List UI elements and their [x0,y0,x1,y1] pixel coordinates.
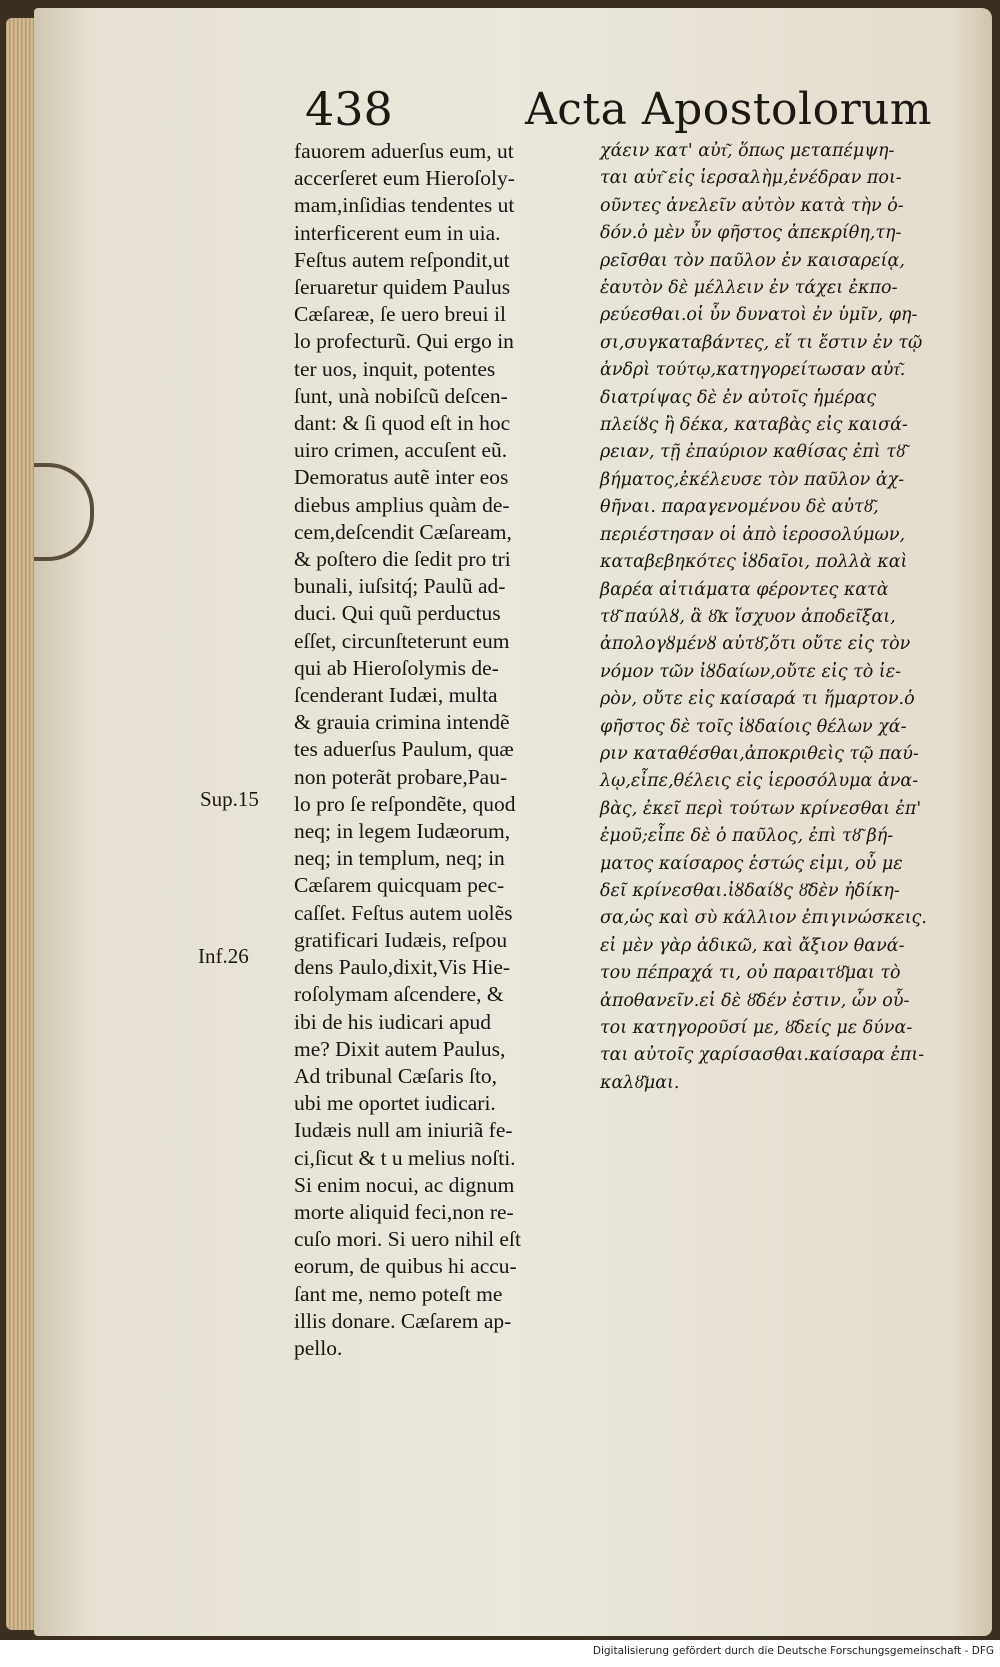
greek-text-line: διατρίψας δὲ ἐν αὐτοῖς ἡμέρας [600,387,877,408]
latin-text-line: illis donare. Cæſarem ap- [294,1308,512,1333]
latin-text-line: ubi me oportet iudicari. [294,1091,496,1116]
greek-text-line: φῆστος δὲ τοῖς ἰȣδαίοις θέλων χά- [600,716,907,737]
latin-text-line: ſunt, unà nobiſcũ deſcen- [294,383,508,408]
greek-text-line: λῳ,εἶπε,θέλεις εἰς ἱεροσόλυμα ἀνα- [600,771,919,792]
greek-text-line: ἐμοῦ;εἶπε δὲ ὁ παῦλος, ἐπὶ τȣ͂ βή- [600,826,894,847]
greek-text-line: ἀποθανεῖν.εἰ δὲ ȣ͂δέν ἐστιν, ὧν οὗ- [600,990,910,1011]
greek-text-line: ἀνδρὶ τούτῳ,κατηγορείτωσαν αὐτ͂. [600,360,906,381]
latin-text-line: ibi de his iudicari apud [294,1009,492,1034]
greek-text-line: εἰ μὲν γὰρ ἀδικῶ, καὶ ἄξιον θανά- [600,935,905,956]
greek-text-line: νόμον τῶν ἰȣδαίων,οὔτε εἰς τὸ ἱε- [600,661,902,682]
latin-text-line: roſolymam aſcendere, & [294,982,504,1007]
latin-text-line: Cæſarem quicquam pec- [294,873,505,898]
greek-text-line: ριν καταθέσθαι,ἀποκριθεὶς τῷ παύ- [600,743,919,764]
latin-text-line: neq; in legem Iudæorum, [294,819,511,844]
latin-text-line: duci. Qui quũ perductus [294,601,501,626]
greek-text-column [600,138,992,1097]
latin-text-line: Si enim nocui, ac dignum [294,1172,515,1197]
greek-text-line: θῆναι. παραγενομένου δὲ αὐτȣ͂, [600,497,879,518]
greek-text-line: δεῖ κρίνεσθαι.ἰȣδαίȣς ȣ͂δὲν ἠδίκη- [600,880,900,901]
latin-text-line: cuſo mori. Si uero nihil eſt [294,1227,521,1252]
greek-text-line: τȣ͂ παύλȣ, ἃ ȣ͂κ ἴσχυον ἀποδεῖξαι, [600,606,896,627]
greek-text-line: ται αὐτ͂ εἰς ἱερσαλὴμ,ἐνέδραν ποι- [600,168,902,189]
latin-text-line: lo pro ſe reſpondẽte, quod [294,791,516,816]
latin-text-line: dens Paulo,dixit,Vis Hie- [294,955,511,980]
greek-text-line: περιέστησαν οἱ ἀπὸ ἱεροσολύμων, [600,524,906,545]
latin-text-line: Ad tribunal Cæſaris ſto, [294,1063,498,1088]
margin-note-sup: Sup.15 [200,787,259,811]
digitization-credit: Digitalisierung gefördert durch die Deutsche Forschungsgemeinschaft - DFG [592,1645,994,1657]
greek-text-line: ρεύεσθαι.οἱ ὖν δυνατοὶ ἐν ὑμῖν, φη- [600,305,918,326]
latin-text-line: Demoratus autẽ inter eos [294,465,509,490]
latin-text-line: accerſeret eum Hieroſoly- [294,166,515,191]
latin-text-line: cem,deſcendit Cæſaream, [294,519,512,544]
greek-text-line: ἀπολογȣμένȣ αὐτȣ͂,ὅτι οὔτε εἰς τὸν [600,634,911,655]
latin-text-line: eſſet, circunſteterunt eum [294,628,510,653]
latin-text-line: pello. [294,1335,343,1360]
latin-text-line: morte aliquid feci,non re- [294,1199,514,1224]
greek-text-line: του πέπραχά τι, οὐ παραιτȣ͂μαι τὸ [600,963,901,984]
greek-text-line: πλείȣς ἢ δέκα, καταβὰς εἰς καισά- [600,415,908,436]
running-head: Acta Apostolorum [525,84,933,135]
latin-text-line: Feſtus autem reſpondit,ut [294,247,510,272]
margin-note-inf: Inf.26 [198,944,249,968]
greek-text-line: βὰς, ἐκεῖ περὶ τούτων κρίνεσθαι ἐπ' [600,798,922,819]
latin-text-line: Iudæis null am iniuriã fe- [294,1118,513,1143]
latin-text-line: fauorem aduerſus eum, ut [294,139,514,163]
latin-text-line: & grauia crimina intendẽ [294,710,510,735]
greek-text-line: ματος καίσαρος ἑστώς εἰμι, οὗ με [600,853,903,874]
greek-text-line: οῦντες ἀνελεῖν αὐτὸν κατὰ τὴν ὁ- [600,195,904,216]
book-clasp-ring [34,463,94,561]
latin-text-line: tes aduerſus Paulum, quæ [294,737,514,762]
latin-text-line: lo profecturũ. Qui ergo in [294,329,514,354]
greek-text-line: καταβεβηκότες ἰȣδαῖοι, πολλὰ καὶ [600,552,908,573]
latin-text-line: ſant me, nemo poteſt me [294,1281,503,1306]
page-number: 438 [305,82,393,136]
latin-text-line: non poterãt probare,Pau- [294,764,508,789]
latin-text-line: bunali, iuſsitq́; Paulũ ad- [294,574,506,599]
latin-text-column [294,138,584,1362]
greek-text-line: τοι κατηγοροῦσί με, ȣ͂δείς με δύνα- [600,1018,913,1038]
latin-text-line: diebus amplius quàm de- [294,492,510,517]
greek-text-line: σα,ὡς καὶ σὺ κάλλιον ἐπιγινώσκεις. [600,908,927,929]
greek-text-line: ται αὐτοῖς χαρίσασθαι.καίσαρα ἐπι- [600,1045,925,1066]
greek-text-line: βαρέα αἰτιάματα φέροντες κατὰ [600,579,889,600]
greek-text-line: ρὸν, οὔτε εἰς καίσαρά τι ἥμαρτον.ὁ [600,689,915,710]
greek-text-line: χάειν κατ' αὐτ͂, ὅπως μεταπέμψη- [600,141,895,161]
latin-text-line: ci,ſicut & t u melius noſti. [294,1145,516,1170]
latin-text-line: & poſtero die ſedit pro tri [294,547,511,572]
latin-text-line: ſcenderant Iudæi, multa [294,683,498,708]
latin-text-line: uiro crimen, accuſent eũ. [294,438,508,463]
latin-text-line: qui ab Hieroſolymis de- [294,655,499,680]
latin-text-line: ter uos, inquit, potentes [294,356,496,381]
greek-text-line: ρειαν, τῇ ἐπαύριον καθίσας ἐπὶ τȣ͂ [600,442,906,463]
greek-text-line: βήματος,ἐκέλευσε τὸν παῦλον ἀχ- [600,469,905,490]
greek-text-line: ρεῖσθαι τὸν παῦλον ἐν καισαρείᾳ, [600,250,905,271]
latin-text-line: gratificari Iudæis, reſpou [294,927,508,952]
latin-text-line: caſſet. Feſtus autem uolẽs [294,900,513,925]
latin-text-line: interficerent eum in uia. [294,220,501,245]
greek-text-line: δόν.ὁ μὲν ὖν φῆστος ἀπεκρίθη,τη- [600,223,902,244]
greek-text-line: σι,συγκαταβάντες, εἴ τι ἔστιν ἐν τῷ [600,332,923,353]
greek-text-line: καλȣ͂μαι. [600,1072,680,1093]
latin-text-line: dant: & ſi quod eſt in hoc [294,411,511,436]
latin-text-line: Cæſareæ, ſe uero breui il [294,302,506,327]
latin-text-line: mam,inſidias tendentes ut [294,193,515,218]
greek-text-line: ἑαυτὸν δὲ μέλλειν ἐν τάχει ἐκπο- [600,278,898,299]
latin-text-line: eorum, de quibus hi accu- [294,1254,517,1279]
latin-text-line: me? Dixit autem Paulus, [294,1036,506,1061]
latin-text-line: ſeruaretur quidem Paulus [294,275,511,300]
latin-text-line: neq; in templum, neq; in [294,846,505,871]
